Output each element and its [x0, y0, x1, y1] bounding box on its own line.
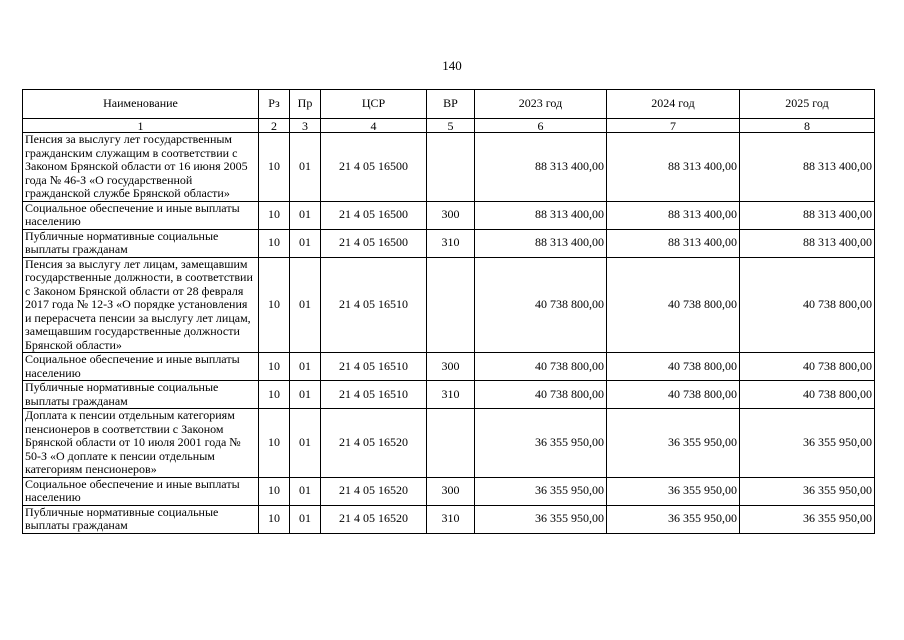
column-number: 3	[290, 119, 321, 133]
rz-cell: 10	[259, 477, 290, 505]
amount-2024: 36 355 950,00	[607, 505, 740, 533]
column-number: 6	[475, 119, 607, 133]
header-row	[23, 90, 875, 119]
rz-cell: 10	[259, 381, 290, 409]
csr-cell: 21 4 05 16520	[321, 477, 427, 505]
vr-cell	[427, 409, 475, 478]
amount-2024: 40 738 800,00	[607, 353, 740, 381]
csr-cell: 21 4 05 16510	[321, 381, 427, 409]
pr-cell: 01	[290, 409, 321, 478]
amount-2023: 36 355 950,00	[475, 505, 607, 533]
amount-2023: 40 738 800,00	[475, 381, 607, 409]
table-row	[23, 353, 875, 381]
vr-cell: 300	[427, 353, 475, 381]
csr-cell: 21 4 05 16510	[321, 257, 427, 353]
column-number: 1	[23, 119, 259, 133]
rz-cell: 10	[259, 505, 290, 533]
table-row	[23, 477, 875, 505]
vr-cell: 310	[427, 229, 475, 257]
item-name: Пенсия за выслугу лет государственным гражданским служащим в соответствии с Законом Брянской области от 16 июня 2005 года № 46-З «О государственной гражданской службе Брянской области»	[23, 133, 259, 202]
rz-cell: 10	[259, 257, 290, 353]
amount-2024: 88 313 400,00	[607, 201, 740, 229]
pr-cell: 01	[290, 133, 321, 202]
pr-cell: 01	[290, 229, 321, 257]
table-row	[23, 229, 875, 257]
header-2023: 2023 год	[475, 90, 607, 119]
column-number: 8	[740, 119, 875, 133]
item-name: Социальное обеспечение и иные выплаты населению	[23, 201, 259, 229]
csr-cell: 21 4 05 16500	[321, 133, 427, 202]
amount-2025: 88 313 400,00	[740, 133, 875, 202]
column-number-row	[23, 119, 875, 133]
item-name: Публичные нормативные социальные выплаты гражданам	[23, 381, 259, 409]
vr-cell: 310	[427, 381, 475, 409]
rz-cell: 10	[259, 133, 290, 202]
table-row	[23, 201, 875, 229]
item-name: Социальное обеспечение и иные выплаты населению	[23, 353, 259, 381]
pr-cell: 01	[290, 257, 321, 353]
pr-cell: 01	[290, 505, 321, 533]
amount-2023: 40 738 800,00	[475, 257, 607, 353]
csr-cell: 21 4 05 16500	[321, 201, 427, 229]
table-row	[23, 133, 875, 202]
rz-cell: 10	[259, 353, 290, 381]
vr-cell	[427, 133, 475, 202]
amount-2025: 36 355 950,00	[740, 477, 875, 505]
amount-2023: 36 355 950,00	[475, 409, 607, 478]
amount-2024: 36 355 950,00	[607, 409, 740, 478]
table-row	[23, 505, 875, 533]
amount-2025: 40 738 800,00	[740, 257, 875, 353]
amount-2024: 36 355 950,00	[607, 477, 740, 505]
header-rz: Рз	[259, 90, 290, 119]
amount-2024: 88 313 400,00	[607, 133, 740, 202]
amount-2023: 88 313 400,00	[475, 229, 607, 257]
item-name: Пенсия за выслугу лет лицам, замещавшим государственные должности, в соответствии с Законом Брянской области от 28 февраля 2017 года № 12-З «О порядке установления и перерасчета пенсии за выслугу лет лицам, замещавшим государственные должности Брянской области»	[23, 257, 259, 353]
column-number: 4	[321, 119, 427, 133]
header-csr: ЦСР	[321, 90, 427, 119]
csr-cell: 21 4 05 16520	[321, 505, 427, 533]
pr-cell: 01	[290, 381, 321, 409]
vr-cell: 300	[427, 477, 475, 505]
rz-cell: 10	[259, 201, 290, 229]
rz-cell: 10	[259, 409, 290, 478]
amount-2023: 36 355 950,00	[475, 477, 607, 505]
amount-2024: 40 738 800,00	[607, 381, 740, 409]
table-row	[23, 381, 875, 409]
pr-cell: 01	[290, 477, 321, 505]
amount-2025: 40 738 800,00	[740, 381, 875, 409]
header-pr: Пр	[290, 90, 321, 119]
header-2025: 2025 год	[740, 90, 875, 119]
table-row	[23, 257, 875, 353]
amount-2025: 88 313 400,00	[740, 229, 875, 257]
amount-2024: 40 738 800,00	[607, 257, 740, 353]
amount-2025: 88 313 400,00	[740, 201, 875, 229]
vr-cell: 310	[427, 505, 475, 533]
table-row	[23, 409, 875, 478]
item-name: Публичные нормативные социальные выплаты гражданам	[23, 505, 259, 533]
amount-2024: 88 313 400,00	[607, 229, 740, 257]
item-name: Социальное обеспечение и иные выплаты населению	[23, 477, 259, 505]
item-name: Доплата к пенсии отдельным категориям пенсионеров в соответствии с Законом Брянской области от 10 июля 2001 года № 50-З «О доплате к пенсии отдельным категориям пенсионеров»	[23, 409, 259, 478]
header-2024: 2024 год	[607, 90, 740, 119]
vr-cell: 300	[427, 201, 475, 229]
column-number: 7	[607, 119, 740, 133]
pr-cell: 01	[290, 201, 321, 229]
amount-2023: 88 313 400,00	[475, 133, 607, 202]
pr-cell: 01	[290, 353, 321, 381]
rz-cell: 10	[259, 229, 290, 257]
header-vr: ВР	[427, 90, 475, 119]
page-number: 140	[442, 58, 462, 73]
column-number: 5	[427, 119, 475, 133]
amount-2023: 40 738 800,00	[475, 353, 607, 381]
amount-2025: 36 355 950,00	[740, 409, 875, 478]
csr-cell: 21 4 05 16500	[321, 229, 427, 257]
budget-table	[22, 89, 875, 534]
amount-2023: 88 313 400,00	[475, 201, 607, 229]
amount-2025: 40 738 800,00	[740, 353, 875, 381]
item-name: Публичные нормативные социальные выплаты гражданам	[23, 229, 259, 257]
header-name: Наименование	[23, 90, 259, 119]
csr-cell: 21 4 05 16510	[321, 353, 427, 381]
csr-cell: 21 4 05 16520	[321, 409, 427, 478]
vr-cell	[427, 257, 475, 353]
amount-2025: 36 355 950,00	[740, 505, 875, 533]
column-number: 2	[259, 119, 290, 133]
